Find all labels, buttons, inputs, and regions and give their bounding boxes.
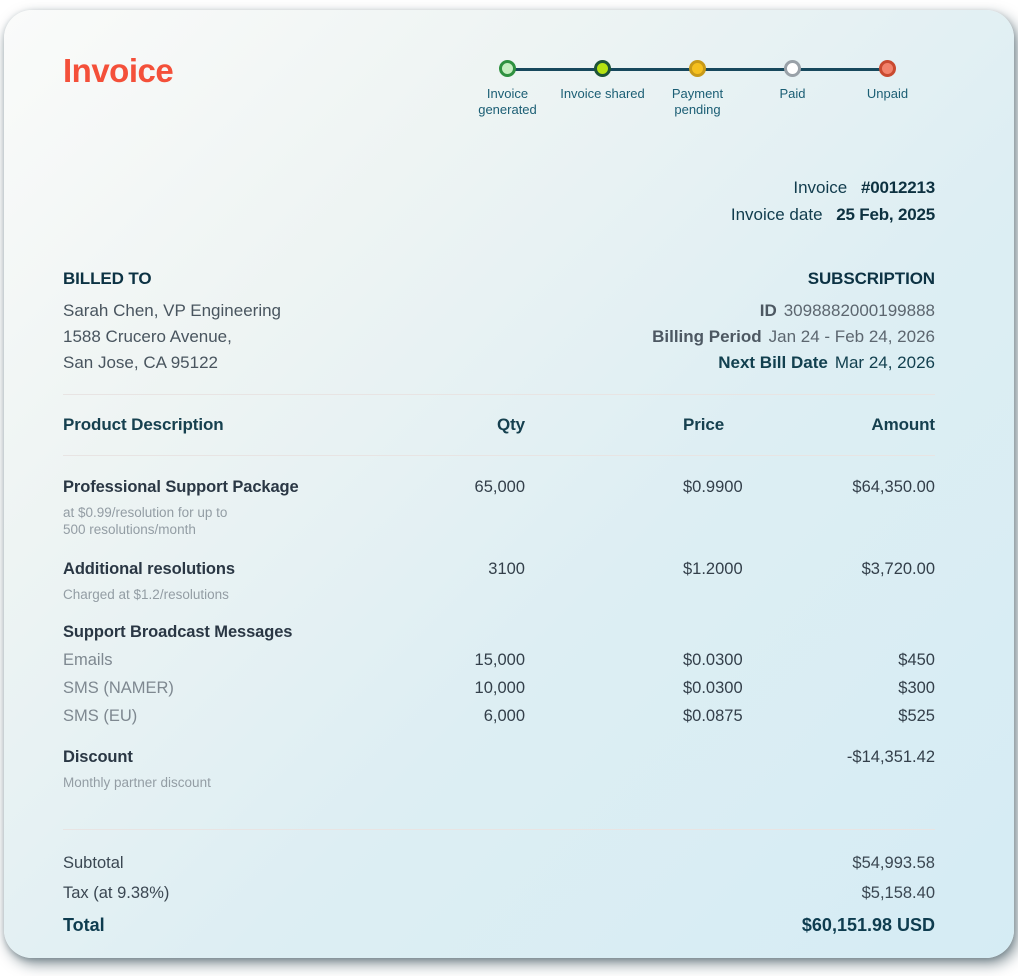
totals-section [63,829,935,958]
product-cell [63,560,420,603]
step-circle-icon [689,60,706,77]
step-unpaid [840,60,935,118]
invoice-number-value: #0012213 [860,178,935,197]
amount-cell: $450 [898,651,935,669]
step-label: Payment pending [671,86,724,117]
item-label: Emails [63,651,113,669]
tax-row [63,878,935,908]
qty-cell: 6,000 [483,707,525,725]
item-label: SMS (EU) [63,707,138,725]
price-cell: $0.0300 [683,679,743,697]
step-label: Unpaid [866,86,909,101]
table-sub-row [63,642,935,670]
billed-to-heading: BILLED TO [63,269,152,288]
subscription-id-label: ID [759,301,777,320]
tax-label: Tax (at 9.38%) [63,884,170,902]
price-cell: $0.9900 [683,478,743,496]
discount-subtitle-line: Monthly partner discount [63,775,211,790]
next-bill-date-label: Next Bill Date [718,353,828,372]
discount-title: Discount [63,748,133,766]
table-sub-row [63,670,935,698]
step-circle-icon [499,60,516,77]
qty-cell: 65,000 [474,478,525,496]
step-circle-icon [879,60,896,77]
amount-cell: $3,720.00 [861,560,935,578]
step-label: Invoice generated [478,86,537,117]
step-label: Invoice shared [560,86,645,101]
invoice-date-label: Invoice date [730,205,823,224]
product-group-title: Support Broadcast Messages [63,623,293,641]
status-stepper [460,60,935,118]
subtotal-row [63,848,935,878]
price-cell: $1.2000 [683,560,743,578]
qty-cell: 10,000 [474,679,525,697]
invoice-meta [63,174,935,228]
table-sub-row [63,698,935,726]
discount-amount: -$14,351.42 [846,748,935,766]
col-header-qty: Qty [496,415,525,434]
table-row [63,538,935,603]
subtotal-label: Subtotal [63,854,124,872]
product-subtitle-line: 500 resolutions/month [63,522,196,537]
product-title: Additional resolutions [63,560,235,578]
step-circle-icon [784,60,801,77]
product-subtitle-line: Charged at $1.2/resolutions [63,587,229,602]
item-label: SMS (NAMER) [63,679,174,697]
subscription-id-value: 3098882000199888 [783,301,935,320]
price-cell: $0.0875 [683,707,743,725]
col-header-price: Price [683,415,725,434]
invoice-number-row [63,174,935,201]
product-subtitle-line: at $0.99/resolution for up to [63,505,228,520]
parties-section [63,266,935,376]
step-invoice-generated [460,60,555,118]
step-circle-icon [594,60,611,77]
billing-period-row [652,324,935,350]
price-cell: $0.0300 [683,651,743,669]
header-row [63,52,935,118]
table-group-row [63,603,935,642]
amount-cell: $300 [898,679,935,697]
step-invoice-shared [555,60,650,118]
subscription-heading: SUBSCRIPTION [807,269,935,288]
step-label: Paid [779,86,806,101]
amount-cell: $525 [898,707,935,725]
table-header [63,394,935,456]
product-cell [63,748,420,791]
amount-cell: $64,350.00 [852,478,935,496]
page-title: Invoice [63,52,174,89]
billed-to-line: San Jose, CA 95122 [63,353,219,372]
col-header-description: Product Description [63,415,224,434]
next-bill-date-row [652,350,935,376]
total-row [63,910,935,940]
subtotal-value: $54,993.58 [852,854,935,872]
billed-to-line: Sarah Chen, VP Engineering [63,301,282,320]
invoice-date-value: 25 Feb, 2025 [836,205,935,224]
product-subtitle [63,586,420,603]
tax-value: $5,158.40 [861,884,935,902]
discount-row [63,726,935,805]
invoice-card [4,10,1014,958]
product-cell [63,478,420,538]
col-header-amount: Amount [871,415,935,434]
total-value: $60,151.98 USD [801,915,935,935]
product-subtitle [63,504,420,538]
qty-cell: 15,000 [474,651,525,669]
subscription-id-row [652,298,935,324]
discount-subtitle [63,774,420,791]
table-row [63,456,935,538]
price-cell [525,748,780,791]
billing-period-label: Billing Period [652,327,762,346]
total-label: Total [63,915,105,935]
qty-cell [420,748,525,791]
billing-period-value: Jan 24 - Feb 24, 2026 [768,327,935,346]
invoice-number-label: Invoice [793,178,848,197]
step-payment-pending [650,60,745,118]
subscription-block [652,266,935,376]
step-paid [745,60,840,118]
invoice-date-row [63,201,935,228]
product-title: Professional Support Package [63,478,299,496]
billed-to-block [63,266,281,376]
qty-cell: 3100 [488,560,525,578]
next-bill-date-value: Mar 24, 2026 [834,353,935,372]
billed-to-line: 1588 Crucero Avenue, [63,327,232,346]
